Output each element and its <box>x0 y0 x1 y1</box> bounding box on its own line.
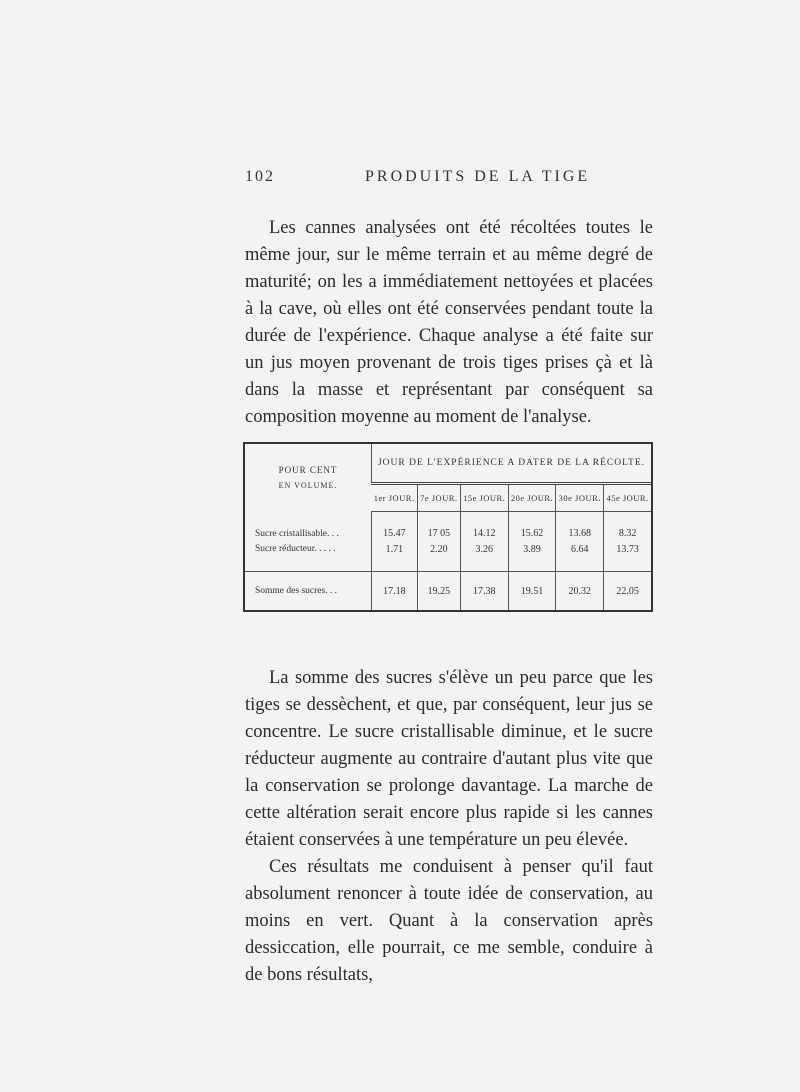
table-cell: 6.64 <box>556 542 604 558</box>
table-row <box>245 526 651 542</box>
table-cell: 13.73 <box>604 542 651 558</box>
table-cell: 17.38 <box>460 572 508 611</box>
table-row <box>245 542 651 558</box>
table-sum-row <box>245 572 651 611</box>
page-number: 102 <box>245 168 275 185</box>
sugar-table <box>243 442 653 612</box>
table-cell: 8.32 <box>604 526 651 542</box>
paragraph-intro: Les cannes analysées ont été récoltées toutes le même jour, sur le même terrain et au même degré de maturité; on les a immédiatement nettoyées et placées à la cave, où elles ont été conservées pendant toute la durée de l'expérience. Chaque analyse a été faite sur un jus moyen provenant de trois tiges prises çà et là dans la masse et représentant par conséquent sa composition moyenne au moment de l'analyse. <box>245 217 653 427</box>
day-header: 1er JOUR. <box>372 484 418 512</box>
table-cell: 19.25 <box>417 572 460 611</box>
table-cell: 15.62 <box>508 526 556 542</box>
paragraph-analysis: La somme des sucres s'élève un peu parce que les tiges se dessèchent, et que, par conséquent, leur jus se concentre. Le sucre cristallisable diminue, et le sucre réducteur augmente au contraire d'autant plus vite que la conservation se prolonge davantage. La marche de cette altération serait encore plus rapide si les cannes étaient conservées à une température un peu élevée. <box>245 667 653 850</box>
table-cell: 17 05 <box>417 526 460 542</box>
table-cell: 3.26 <box>460 542 508 558</box>
table-cell: 22.05 <box>604 572 651 611</box>
table-cell: 15.47 <box>372 526 418 542</box>
day-header: 45e JOUR. <box>604 484 651 512</box>
day-header: 7e JOUR. <box>417 484 460 512</box>
sugar-table-grid <box>245 444 651 610</box>
day-header: 30e JOUR. <box>556 484 604 512</box>
table-corner-header <box>245 444 372 512</box>
day-header: 15e JOUR. <box>460 484 508 512</box>
table-group-header: JOUR DE L'EXPÉRIENCE A DATER DE LA RÉCOLTE. <box>372 444 652 484</box>
paragraph-conclusion: Ces résultats me conduisent à penser qu'il faut absolument renoncer à toute idée de conservation, au moins en vert. Quant à la conservation après dessiccation, elle pourrait, ce me semble, conduire à de bons résultats, <box>245 856 653 985</box>
table-cell: 3.89 <box>508 542 556 558</box>
table-cell: 19.51 <box>508 572 556 611</box>
table-cell: 20.32 <box>556 572 604 611</box>
row-label: Sucre cristallisable. . . <box>255 528 339 539</box>
corner-line-1: POUR CENT <box>278 464 338 475</box>
row-label: Sucre réducteur. . . . . <box>255 544 336 555</box>
table-cell: 17.18 <box>372 572 418 611</box>
day-header: 20e JOUR. <box>508 484 556 512</box>
table-cell: 14.12 <box>460 526 508 542</box>
row-label: Somme des sucres. . . <box>245 572 372 611</box>
corner-line-2: EN VOLUME. <box>278 480 338 490</box>
table-cell: 13.68 <box>556 526 604 542</box>
table-cell: 1.71 <box>372 542 418 558</box>
table-cell: 2.20 <box>417 542 460 558</box>
running-title: PRODUITS DE LA TIGE <box>365 168 591 185</box>
